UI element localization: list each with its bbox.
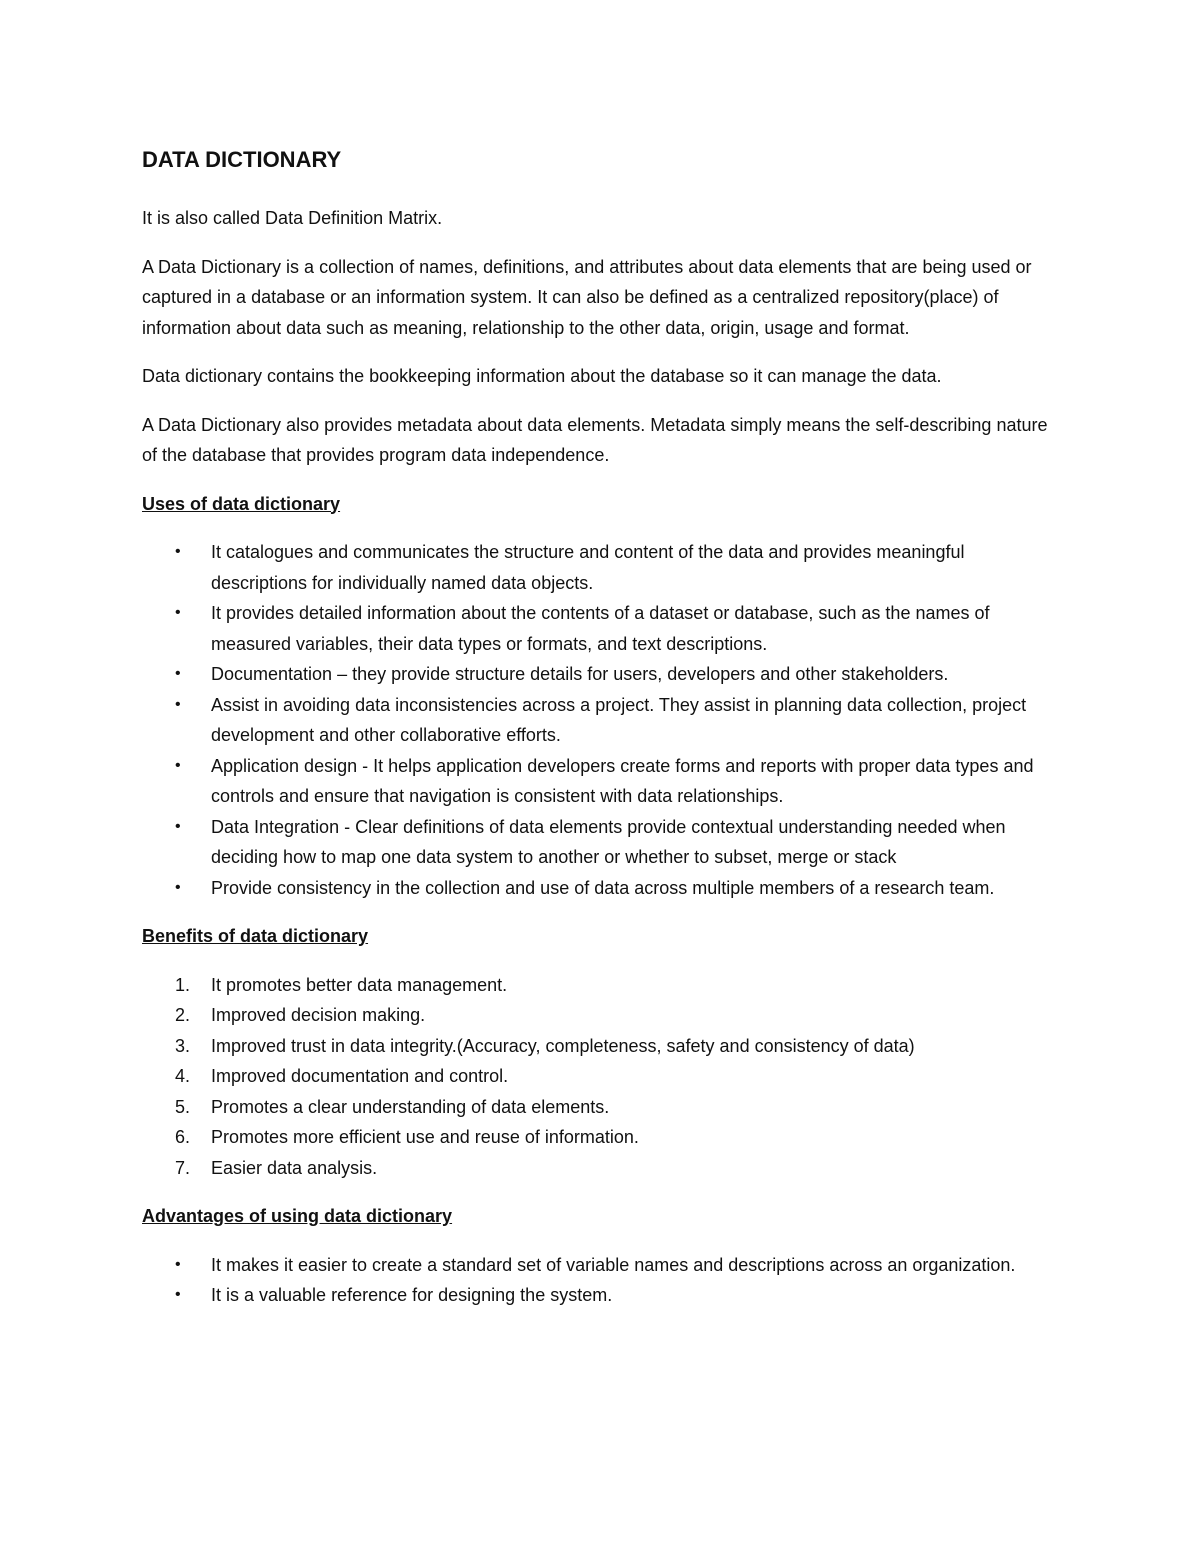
- list-item: [142, 598, 1062, 659]
- list-item-text: Application design - It helps application developers create forms and reports with proper data types and controls and ensure that navigation is consistent with data relationships.: [211, 755, 1034, 806]
- advantages-heading: Advantages of using data dictionary: [142, 1206, 453, 1226]
- list-item: [142, 1031, 1062, 1062]
- list-item-text: Provide consistency in the collection and use of data across multiple members of a research team.: [211, 877, 995, 898]
- list-item: [142, 1092, 1062, 1123]
- intro-paragraph-4: A Data Dictionary also provides metadata about data elements. Metadata simply means the self-describing nature of the database that provides program data independence.: [142, 414, 1048, 465]
- list-item-text: Promotes a clear understanding of data elements.: [211, 1096, 610, 1117]
- intro-paragraph-3: Data dictionary contains the bookkeeping information about the database so it can manage the data.: [142, 366, 942, 386]
- list-number: 2.: [175, 1005, 191, 1025]
- bullet-icon: •: [175, 665, 181, 682]
- list-number: 1.: [175, 974, 191, 995]
- list-item: [142, 812, 1062, 873]
- list-item-text: Easier data analysis.: [211, 1157, 378, 1178]
- document-title: DATA DICTIONARY: [142, 147, 342, 172]
- bullet-icon: •: [175, 878, 181, 896]
- bullet-icon: •: [175, 756, 181, 774]
- list-item-text: Assist in avoiding data inconsistencies across a project. They assist in planning data collection, project development and other collaborative efforts.: [211, 694, 1027, 745]
- list-item-text: Documentation – they provide structure details for users, developers and other stakeholders.: [211, 664, 949, 684]
- list-item: [142, 1000, 1062, 1031]
- list-item: [142, 1250, 1062, 1281]
- list-item: [142, 1153, 1062, 1184]
- list-item-text: Improved trust in data integrity.(Accuracy, completeness, safety and consistency of data): [211, 1035, 915, 1056]
- bullet-icon: •: [175, 1255, 181, 1273]
- list-item-text: It provides detailed information about the contents of a dataset or database, such as the names of measured variables, their data types or formats, and text descriptions.: [211, 603, 990, 654]
- list-item-text: It catalogues and communicates the structure and content of the data and provides meaningful descriptions for individually named data objects.: [211, 542, 965, 593]
- bullet-icon: •: [175, 543, 181, 560]
- list-item: [142, 537, 1062, 598]
- list-item-text: Improved documentation and control.: [211, 1066, 509, 1086]
- list-number: 7.: [175, 1157, 191, 1178]
- list-item: [142, 690, 1062, 751]
- list-item-text: It is a valuable reference for designing the system.: [211, 1285, 613, 1305]
- bullet-icon: •: [175, 1286, 181, 1303]
- uses-list: [142, 537, 1062, 903]
- document-page: [142, 140, 1062, 1329]
- list-number: 6.: [175, 1127, 191, 1147]
- bullet-icon: •: [175, 817, 181, 835]
- benefits-list: [142, 970, 1062, 1184]
- list-number: 4.: [175, 1066, 191, 1086]
- list-item-text: It makes it easier to create a standard set of variable names and descriptions across an organization.: [211, 1254, 1016, 1275]
- list-item-text: Improved decision making.: [211, 1005, 426, 1025]
- list-number: 5.: [175, 1096, 191, 1117]
- benefits-heading: Benefits of data dictionary: [142, 926, 369, 946]
- list-item: [142, 970, 1062, 1001]
- bullet-icon: •: [175, 695, 181, 713]
- uses-heading: Uses of data dictionary: [142, 493, 341, 514]
- list-item: [142, 1061, 1062, 1092]
- list-item-text: Promotes more efficient use and reuse of information.: [211, 1127, 639, 1147]
- list-item: [142, 1122, 1062, 1153]
- list-item-text: Data Integration - Clear definitions of data elements provide contextual understanding needed when deciding how to map one data system to another or whether to subset, merge or stack: [211, 816, 1006, 867]
- intro-paragraph-2: A Data Dictionary is a collection of names, definitions, and attributes about data elements that are being used or captured in a database or an information system. It can also be defined as a centralized repository(place) of information about data such as meaning, relationship to the other data, origin, usage and format.: [142, 256, 1032, 338]
- advantages-list: [142, 1250, 1062, 1311]
- list-item: [142, 751, 1062, 812]
- list-item: [142, 659, 1062, 690]
- list-item: [142, 1280, 1062, 1311]
- bullet-icon: •: [175, 604, 181, 621]
- intro-paragraph-1: It is also called Data Definition Matrix.: [142, 208, 443, 228]
- list-number: 3.: [175, 1035, 191, 1056]
- list-item-text: It promotes better data management.: [211, 974, 508, 995]
- list-item: [142, 873, 1062, 904]
